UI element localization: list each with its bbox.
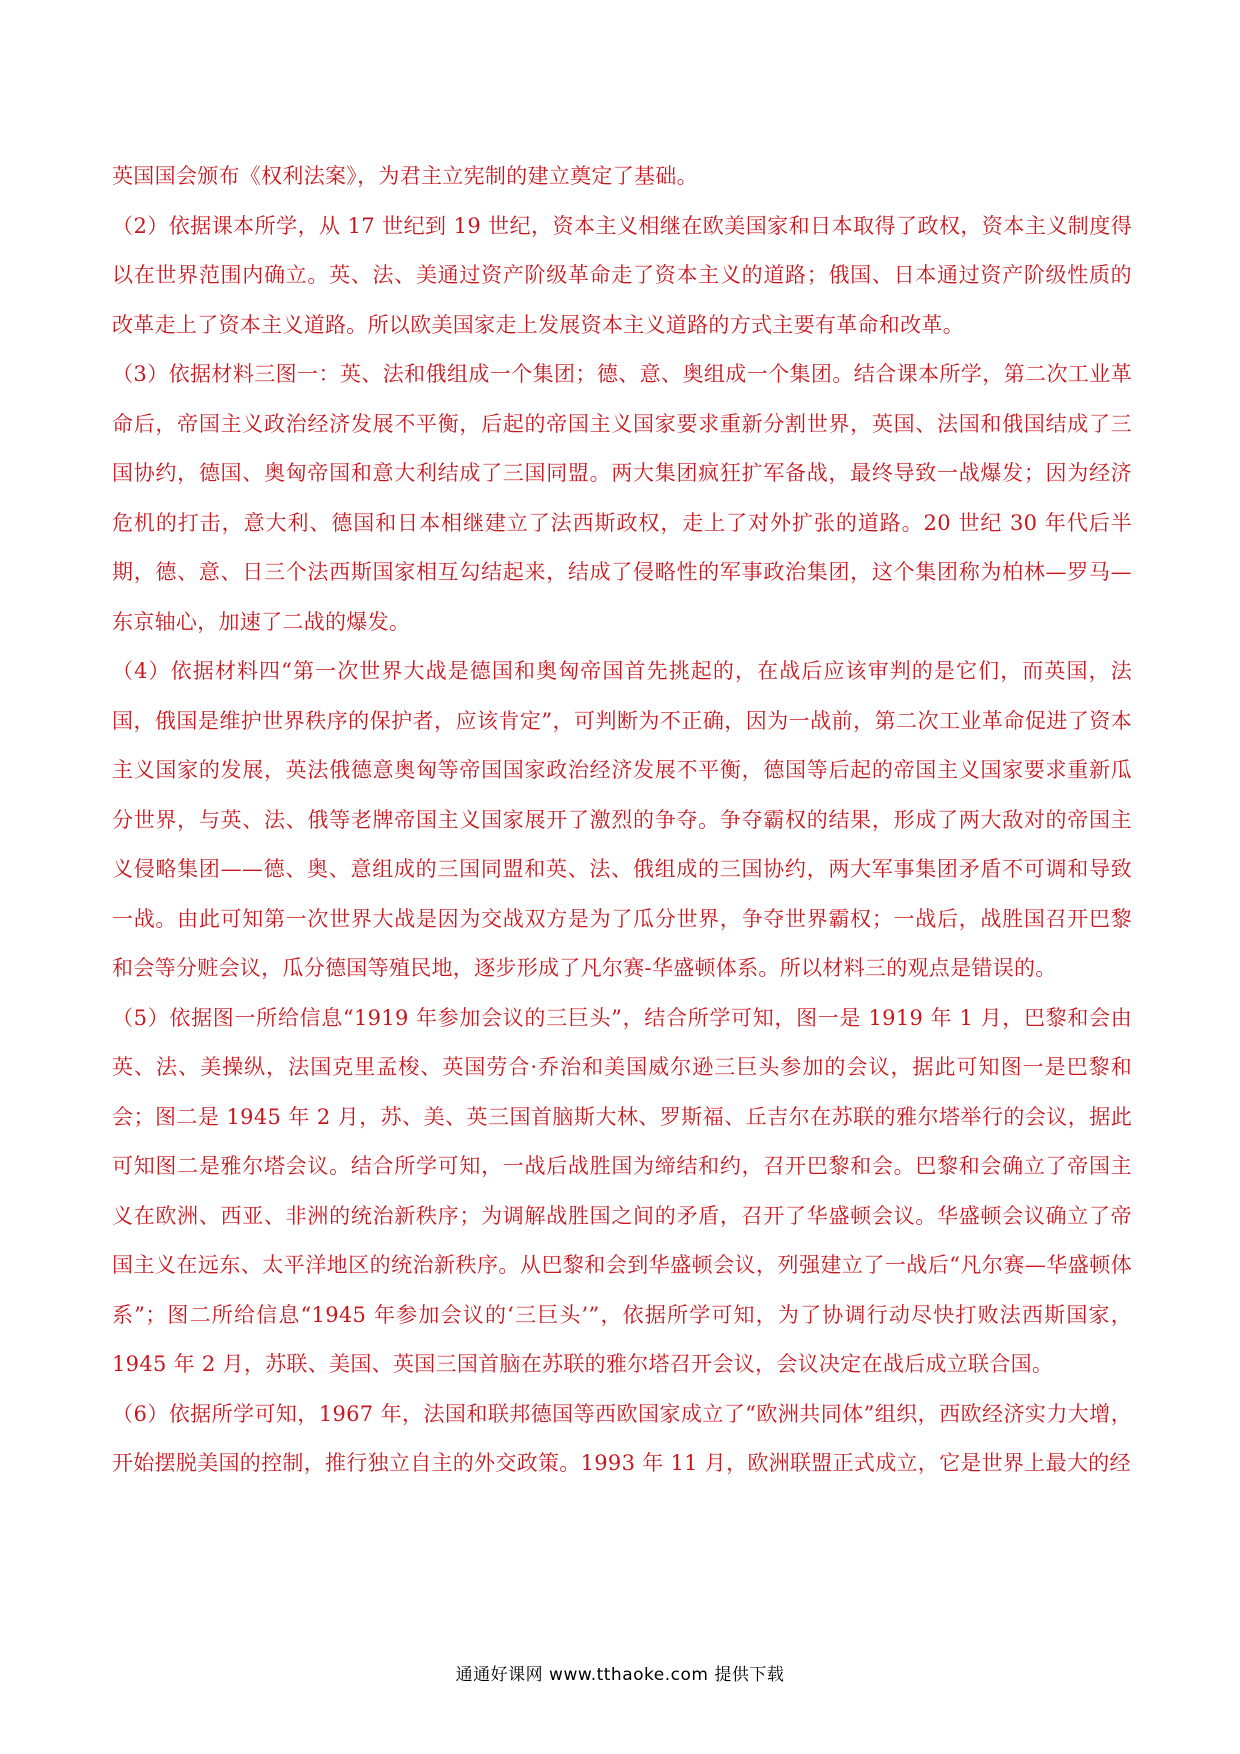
paragraph-answer-5: （5）依据图一所给信息“1919 年参加会议的三巨头”，结合所学可知，图一是 1919 年 1 月，巴黎和会由英、法、美操纵，法国克里孟梭、英国劳合·乔治和美国威尔逊三巨头参加的会议，据此可知图一是巴黎和会；图二是 1945 年 2 月，苏、美、英三国首脑斯大林、罗斯福、丘吉尔在苏联的雅尔塔举行的会议，据此可知图二是雅尔塔会议。结合所学可知，一战后战胜国为缔结和约，召开巴黎和会。巴黎和会确立了帝国主义在欧洲、西亚、非洲的统治新秩序；为调解战胜国之间的矛盾，召开了华盛顿会议。华盛顿会议确立了帝国主义在远东、太平洋地区的统治新秩序。从巴黎和会到华盛顿会议，列强建立了一战后“凡尔赛—华盛顿体系”；图二所给信息“1945 年参加会议的‘三巨头’”，依据所学可知，为了协调行动尽快打败法西斯国家，1945 年 2 月，苏联、美国、英国三国首脑在苏联的雅尔塔召开会议，会议决定在战后成立联合国。 <box>112 1005 1132 1376</box>
paragraph-continuation: 英国国会颁布《权利法案》，为君主立宪制的建立奠定了基础。 <box>112 164 698 188</box>
paragraph-answer-2: （2）依据课本所学，从 17 世纪到 19 世纪，资本主义相继在欧美国家和日本取得了政权，资本主义制度得以在世界范围内确立。英、法、美通过资产阶级革命走了资本主义的道路；俄国、日本通过资产阶级性质的改革走上了资本主义道路。所以欧美国家走上发展资本主义道路的方式主要有革命和改革。 <box>112 213 1132 337</box>
answer-content <box>112 152 1132 1489</box>
paragraph-answer-6: （6）依据所学可知，1967 年，法国和联邦德国等西欧国家成立了“欧洲共同体”组织，西欧经济实力大增，开始摆脱美国的控制，推行独立自主的外交政策。1993 年 11 月，欧洲联盟正式成立，它是世界上最大的经 <box>112 1401 1132 1475</box>
page-footer: 通通好课网 www.tthaoke.com 提供下载 <box>455 1665 785 1685</box>
paragraph-answer-4: （4）依据材料四“第一次世界大战是德国和奥匈帝国首先挑起的，在战后应该审判的是它们，而英国，法国，俄国是维护世界秩序的保护者，应该肯定”，可判断为不正确，因为一战前，第二次工业革命促进了资本主义国家的发展，英法俄德意奥匈等帝国国家政治经济发展不平衡，德国等后起的帝国主义国家要求重新瓜分世界，与英、法、俄等老牌帝国主义国家展开了激烈的争夺。争夺霸权的结果，形成了两大敌对的帝国主义侵略集团——德、奥、意组成的三国同盟和英、法、俄组成的三国协约，两大军事集团矛盾不可调和导致一战。由此可知第一次世界大战是因为交战双方是为了瓜分世界，争夺世界霸权；一战后，战胜国召开巴黎和会等分赃会议，瓜分德国等殖民地，逐步形成了凡尔赛-华盛顿体系。所以材料三的观点是错误的。 <box>112 659 1132 980</box>
paragraph-answer-3: （3）依据材料三图一：英、法和俄组成一个集团；德、意、奥组成一个集团。结合课本所学，第二次工业革命后，帝国主义政治经济发展不平衡，后起的帝国主义国家要求重新分割世界，英国、法国和俄国结成了三国协约，德国、奥匈帝国和意大利结成了三国同盟。两大集团疯狂扩军备战，最终导致一战爆发；因为经济危机的打击，意大利、德国和日本相继建立了法西斯政权，走上了对外扩张的道路。20 世纪 30 年代后半期，德、意、日三个法西斯国家相互勾结起来，结成了侵略性的军事政治集团，这个集团称为柏林—罗马—东京轴心，加速了二战的爆发。 <box>112 362 1132 634</box>
